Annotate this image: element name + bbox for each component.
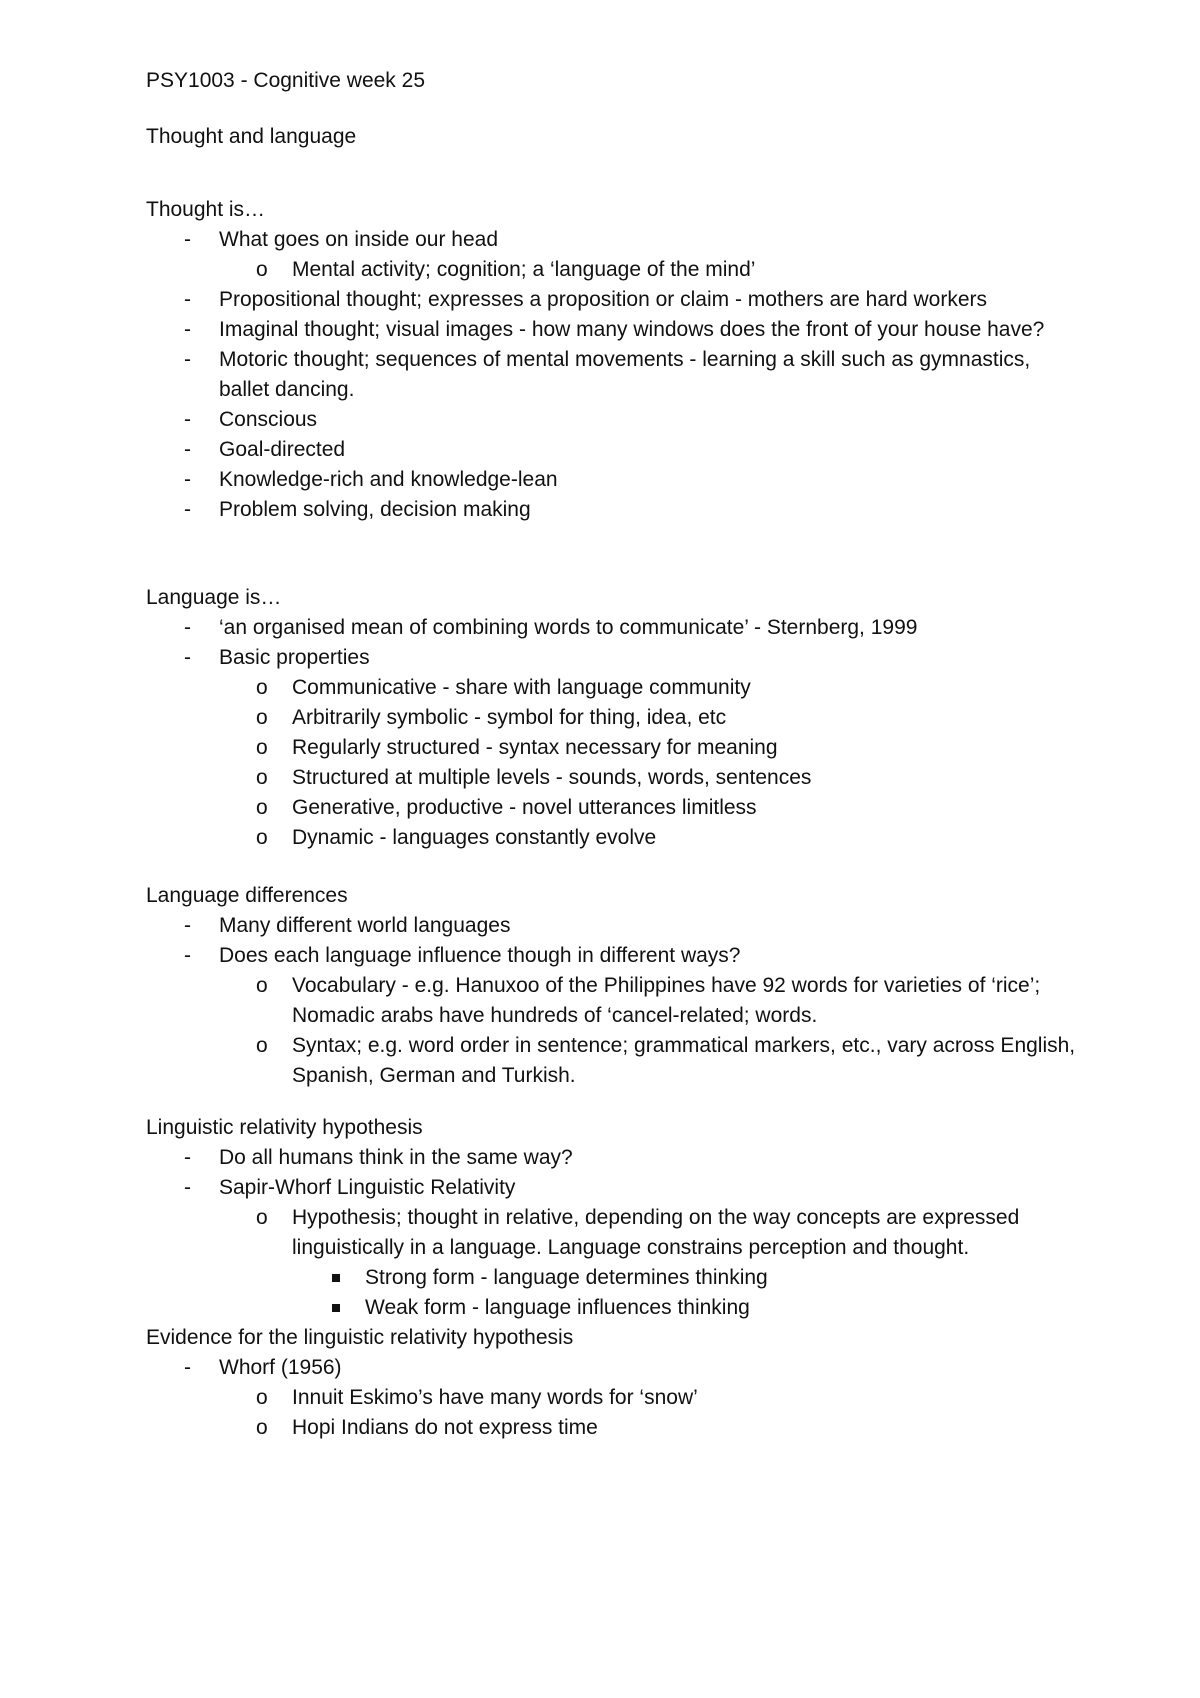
list-item	[146, 673, 1076, 703]
list-item-text: Arbitrarily symbolic - symbol for thing, idea, etc	[292, 706, 727, 729]
list-item	[146, 255, 1076, 285]
list-item-text: Syntax; e.g. word order in sentence; grammatical markers, etc., vary across English, Spanish, German and Turkish.	[292, 1034, 1076, 1087]
list-item	[146, 1383, 1076, 1413]
document-title: Thought and language	[146, 125, 357, 148]
circle-bullet: o	[256, 676, 268, 699]
circle-bullet: o	[256, 1386, 268, 1409]
list-item-text: Dynamic - languages constantly evolve	[292, 826, 657, 849]
list-item-text: Basic properties	[219, 646, 370, 669]
list-item	[146, 315, 1076, 345]
list-item-text: Motoric thought; sequences of mental movements - learning a skill such as gymnastics, ballet dancing.	[219, 348, 1031, 401]
list-item-text: Sapir-Whorf Linguistic Relativity	[219, 1176, 516, 1199]
section-heading-differences: Language differences	[146, 884, 348, 907]
square-bullet-icon	[332, 1304, 340, 1312]
list-item	[146, 1031, 1076, 1091]
dash-bullet: -	[184, 914, 191, 937]
list-item	[146, 703, 1076, 733]
list-item	[146, 1173, 1076, 1203]
list-item	[146, 345, 1076, 405]
thought-list	[146, 225, 1076, 525]
dash-bullet: -	[184, 468, 191, 491]
list-item	[146, 823, 1076, 853]
language-list	[146, 613, 1076, 853]
list-item-text: Vocabulary - e.g. Hanuxoo of the Philippines have 92 words for varieties of ‘rice’; Nomadic arabs have hundreds of ‘cancel-related; words.	[292, 974, 1041, 1027]
document-header: PSY1003 - Cognitive week 25	[146, 69, 425, 92]
circle-bullet: o	[256, 258, 268, 281]
list-item-text: Hypothesis; thought in relative, depending on the way concepts are expressed linguistically in a language. Language constrains perception and thought.	[292, 1206, 1020, 1259]
list-item-text: Goal-directed	[219, 438, 346, 461]
list-item-text: Regularly structured - syntax necessary for meaning	[292, 736, 778, 759]
section-heading-language: Language is…	[146, 586, 282, 609]
list-item-text: Hopi Indians do not express time	[292, 1416, 598, 1439]
dash-bullet: -	[184, 1356, 191, 1379]
evidence-list	[146, 1353, 1076, 1443]
list-item-text: Innuit Eskimo’s have many words for ‘snow’	[292, 1386, 698, 1409]
circle-bullet: o	[256, 1206, 268, 1229]
dash-bullet: -	[184, 408, 191, 431]
list-item	[146, 643, 1076, 673]
dash-bullet: -	[184, 438, 191, 461]
circle-bullet: o	[256, 736, 268, 759]
list-item	[146, 285, 1076, 315]
list-item	[146, 1263, 1076, 1293]
list-item-text: Do all humans think in the same way?	[219, 1146, 573, 1169]
list-item	[146, 1293, 1076, 1323]
circle-bullet: o	[256, 766, 268, 789]
list-item-text: Does each language influence though in different ways?	[219, 944, 741, 967]
list-item-text: What goes on inside our head	[219, 228, 499, 251]
section-heading-evidence: Evidence for the linguistic relativity hypothesis	[146, 1326, 574, 1349]
document-page	[146, 66, 1076, 1443]
circle-bullet: o	[256, 706, 268, 729]
dash-bullet: -	[184, 944, 191, 967]
list-item	[146, 941, 1076, 971]
list-item	[146, 1353, 1076, 1383]
list-item	[146, 405, 1076, 435]
list-item-text: Mental activity; cognition; a ‘language of the mind’	[292, 258, 756, 281]
list-item	[146, 613, 1076, 643]
dash-bullet: -	[184, 646, 191, 669]
dash-bullet: -	[184, 348, 191, 371]
section-heading-relativity: Linguistic relativity hypothesis	[146, 1116, 423, 1139]
list-item-text: Structured at multiple levels - sounds, words, sentences	[292, 766, 812, 789]
list-item-text: Many different world languages	[219, 914, 511, 937]
list-item	[146, 1203, 1076, 1263]
list-item-text: ‘an organised mean of combining words to communicate’ - Sternberg, 1999	[219, 616, 918, 639]
list-item-text: Weak form - language influences thinking	[365, 1296, 750, 1319]
list-item-text: Conscious	[219, 408, 318, 431]
relativity-list	[146, 1143, 1076, 1323]
circle-bullet: o	[256, 826, 268, 849]
list-item-text: Strong form - language determines thinking	[365, 1266, 768, 1289]
circle-bullet: o	[256, 796, 268, 819]
circle-bullet: o	[256, 1034, 268, 1057]
list-item-text: Communicative - share with language community	[292, 676, 751, 699]
section-heading-thought: Thought is…	[146, 198, 266, 221]
list-item	[146, 911, 1076, 941]
list-item-text: Knowledge-rich and knowledge-lean	[219, 468, 558, 491]
dash-bullet: -	[184, 616, 191, 639]
list-item	[146, 793, 1076, 823]
circle-bullet: o	[256, 1416, 268, 1439]
list-item	[146, 495, 1076, 525]
list-item	[146, 225, 1076, 255]
list-item	[146, 971, 1076, 1031]
list-item	[146, 1413, 1076, 1443]
list-item-text: Propositional thought; expresses a proposition or claim - mothers are hard workers	[219, 288, 988, 311]
dash-bullet: -	[184, 498, 191, 521]
square-bullet-icon	[332, 1274, 340, 1282]
dash-bullet: -	[184, 1176, 191, 1199]
differences-list	[146, 911, 1076, 1091]
dash-bullet: -	[184, 318, 191, 341]
list-item-text: Imaginal thought; visual images - how many windows does the front of your house have?	[219, 318, 1045, 341]
circle-bullet: o	[256, 974, 268, 997]
dash-bullet: -	[184, 228, 191, 251]
list-item-text: Problem solving, decision making	[219, 498, 531, 521]
list-item	[146, 763, 1076, 793]
list-item	[146, 733, 1076, 763]
list-item-text: Whorf (1956)	[219, 1356, 342, 1379]
list-item-text: Generative, productive - novel utterances limitless	[292, 796, 757, 819]
list-item	[146, 465, 1076, 495]
dash-bullet: -	[184, 1146, 191, 1169]
list-item	[146, 435, 1076, 465]
list-item	[146, 1143, 1076, 1173]
dash-bullet: -	[184, 288, 191, 311]
